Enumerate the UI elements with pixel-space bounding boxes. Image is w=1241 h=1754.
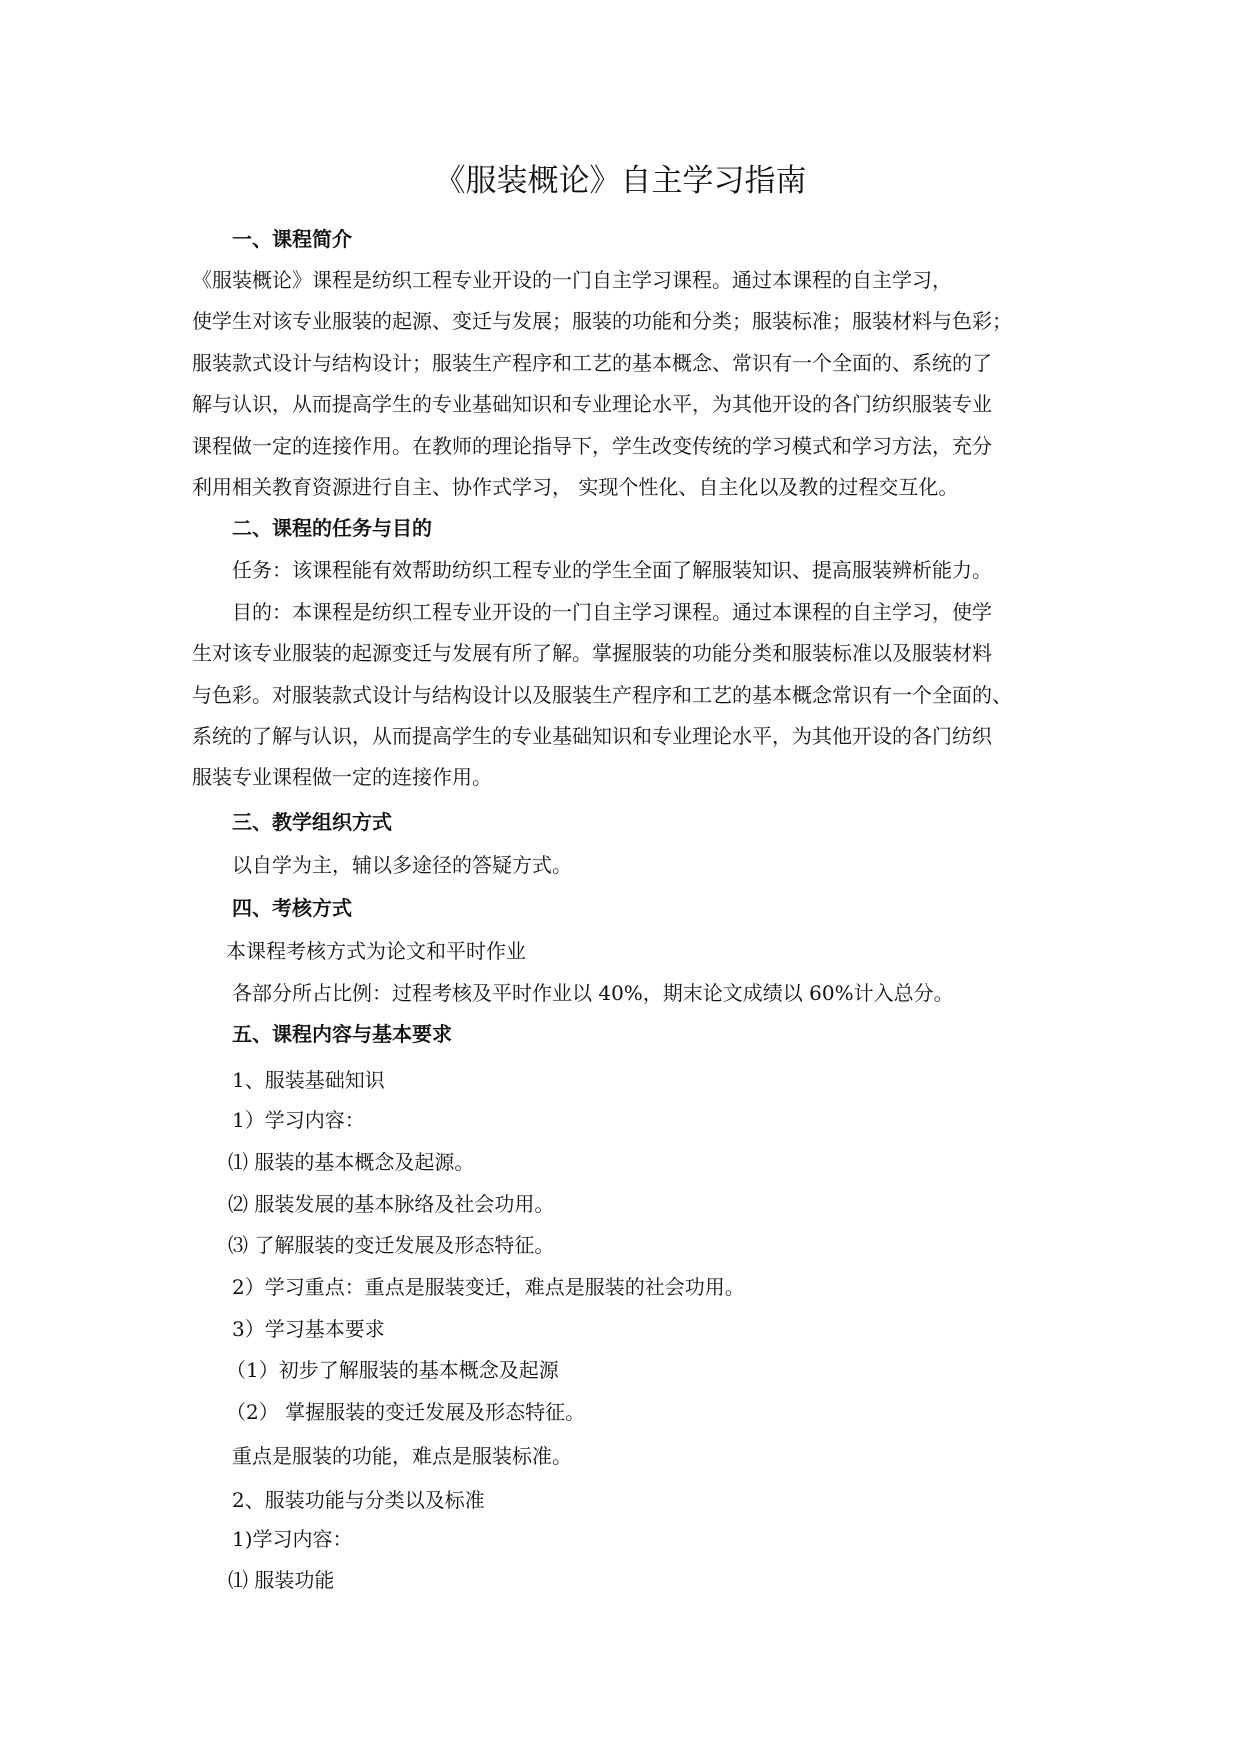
paragraph-line: 课程做一定的连接作用。在教师的理论指导下，学生改变传统的学习模式和学习方法，充分	[192, 434, 992, 458]
content-item: ⑴ 服装功能	[228, 1568, 335, 1592]
content-item: ⑶ 了解服装的变迁发展及形态特征。	[228, 1233, 555, 1257]
emphasis-note: 重点是服装的功能，难点是服装标准。	[232, 1444, 572, 1468]
section-heading-course-intro: 一、课程简介	[232, 227, 352, 251]
paragraph-line: 解与认识，从而提高学生的专业基础知识和专业理论水平，为其他开设的各门纺织服装专业	[192, 392, 992, 416]
task-paragraph: 任务：该课程能有效帮助纺织工程专业的学生全面了解服装知识、提高服装辨析能力。	[232, 558, 992, 582]
section-heading-assessment: 四、考核方式	[232, 896, 352, 920]
content-label: 1）学习内容：	[232, 1108, 365, 1132]
section-heading-tasks-purpose: 二、课程的任务与目的	[232, 516, 432, 540]
paragraph-line: 《服装概论》课程是纺织工程专业开设的一门自主学习课程。通过本课程的自主学习，	[192, 268, 952, 292]
paragraph-line: 生对该专业服装的起源变迁与发展有所了解。掌握服装的功能分类和服装标准以及服装材料	[192, 641, 992, 665]
paragraph-line: 系统的了解与认识，从而提高学生的专业基础知识和专业理论水平，为其他开设的各门纺织	[192, 724, 992, 748]
paragraph-line: 服装专业课程做一定的连接作用。	[192, 765, 492, 789]
content-item: ⑴ 服装的基本概念及起源。	[228, 1150, 475, 1174]
assessment-ratio-text: 各部分所占比例：过程考核及平时作业以 40%，期末论文成绩以 60%计入总分。	[232, 981, 954, 1005]
requirement-item: （1）初步了解服装的基本概念及起源	[226, 1358, 559, 1382]
requirements-label: 3）学习基本要求	[232, 1317, 385, 1341]
paragraph-line: 服装款式设计与结构设计；服装生产程序和工艺的基本概念、常识有一个全面的、系统的了	[192, 351, 992, 375]
focus-text: 2）学习重点：重点是服装变迁，难点是服装的社会功用。	[232, 1275, 745, 1299]
teaching-organization-text: 以自学为主，辅以多途径的答疑方式。	[232, 853, 572, 877]
assessment-method-text: 本课程考核方式为论文和平时作业	[226, 939, 526, 963]
paragraph-line: 使学生对该专业服装的起源、变迁与发展；服装的功能和分类；服装标准；服装材料与色彩；	[192, 309, 1012, 333]
section-heading-course-content: 五、课程内容与基本要求	[232, 1022, 452, 1046]
unit-title: 2、服装功能与分类以及标准	[232, 1488, 485, 1512]
paragraph-line: 与色彩。对服装款式设计与结构设计以及服装生产程序和工艺的基本概念常识有一个全面的、	[192, 683, 1012, 707]
paragraph-line: 目的：本课程是纺织工程专业开设的一门自主学习课程。通过本课程的自主学习，使学	[232, 600, 992, 624]
unit-title: 1、服装基础知识	[232, 1068, 385, 1092]
document-title: 《服装概论》自主学习指南	[434, 163, 807, 199]
content-item: ⑵ 服装发展的基本脉络及社会功用。	[228, 1192, 555, 1216]
requirement-item: （2） 掌握服装的变迁发展及形态特征。	[226, 1400, 586, 1424]
section-heading-teaching-organization: 三、教学组织方式	[232, 810, 392, 834]
content-label: 1)学习内容：	[232, 1527, 353, 1551]
paragraph-line: 利用相关教育资源进行自主、协作式学习， 实现个性化、自主化以及教的过程交互化。	[192, 475, 959, 499]
